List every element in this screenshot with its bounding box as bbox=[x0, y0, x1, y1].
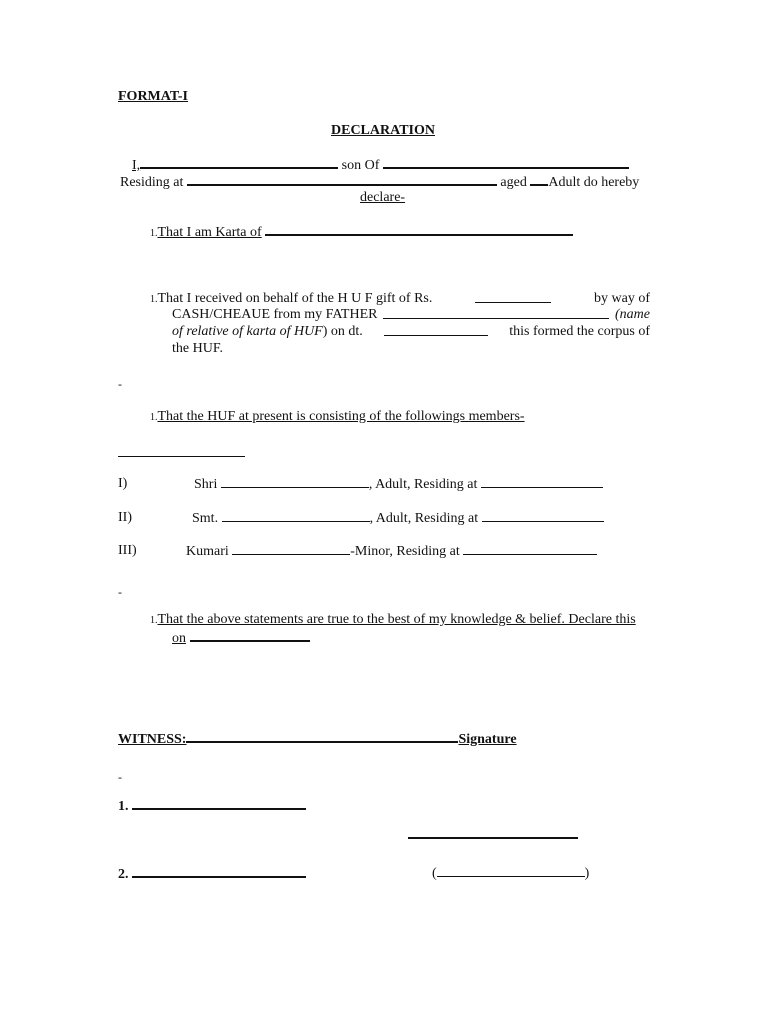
member-row-3-body bbox=[186, 542, 597, 560]
member-residence-blank[interactable] bbox=[482, 509, 604, 522]
gift-text-1: I received on behalf of the H U F gift of Rs. bbox=[186, 291, 433, 306]
paren-open: ( bbox=[432, 866, 437, 881]
gift-text-2: CASH/CHEAUE from my FATHER bbox=[172, 307, 378, 322]
witness-label: WITNESS: bbox=[118, 732, 187, 747]
gift-corpus: this formed the corpus of bbox=[509, 324, 650, 339]
gift-name-label: (name bbox=[615, 307, 650, 322]
witness-1-blank[interactable] bbox=[132, 796, 306, 810]
residence-blank[interactable] bbox=[187, 172, 497, 186]
declare-text: declare- bbox=[360, 190, 406, 205]
member-roman: II) bbox=[118, 510, 132, 525]
member-name-blank[interactable] bbox=[221, 475, 369, 488]
witness-2 bbox=[118, 864, 306, 883]
signatory-name bbox=[432, 864, 589, 882]
member-title: Kumari bbox=[186, 544, 229, 559]
on-label: on bbox=[172, 631, 186, 646]
witness-row bbox=[118, 729, 517, 748]
member-status: , Adult, Residing at bbox=[368, 477, 478, 492]
gift-by-way-of: by way of bbox=[594, 291, 650, 306]
intro-i: I, bbox=[132, 158, 141, 173]
dash-mark: - bbox=[118, 585, 122, 599]
member-row-3 bbox=[118, 542, 137, 559]
member-row-1-body bbox=[194, 475, 603, 493]
gift-on-dt: ) on dt. bbox=[322, 324, 363, 339]
signature-line[interactable] bbox=[408, 837, 578, 839]
gift-that: That bbox=[157, 291, 184, 306]
item-number: 1. bbox=[150, 294, 158, 305]
item-karta bbox=[150, 222, 573, 242]
declaration-title: DECLARATION bbox=[331, 123, 435, 138]
date-blank[interactable] bbox=[384, 323, 488, 336]
dash-mark: - bbox=[118, 770, 122, 784]
age-blank[interactable] bbox=[530, 172, 548, 186]
item-true-statements bbox=[150, 611, 636, 629]
member-name-blank[interactable] bbox=[232, 542, 350, 555]
declare-date-blank[interactable] bbox=[190, 628, 310, 642]
dash-mark: - bbox=[118, 377, 122, 391]
true-label: That the above statements are true to the best of my knowledge & belief. Declare this bbox=[157, 612, 636, 627]
witness-2-blank[interactable] bbox=[132, 864, 306, 878]
paren-close: ) bbox=[584, 866, 590, 881]
true-line-2 bbox=[172, 628, 310, 647]
member-status: -Minor, Residing at bbox=[350, 544, 460, 559]
members-label: That the HUF at present is consisting of the followings members- bbox=[157, 409, 525, 424]
father-name-blank[interactable] bbox=[383, 155, 629, 169]
separator-line bbox=[118, 456, 245, 457]
witness-2-number: 2. bbox=[118, 867, 129, 882]
adult-declare-label: Adult do hereby bbox=[548, 175, 640, 190]
residing-at-label: Residing at bbox=[120, 175, 184, 190]
gift-amount-blank[interactable] bbox=[475, 290, 551, 303]
witness-1-number: 1. bbox=[118, 799, 129, 814]
gift-line-2 bbox=[172, 306, 650, 323]
karta-blank[interactable] bbox=[265, 222, 573, 236]
member-roman: I) bbox=[118, 476, 128, 491]
member-row-1 bbox=[118, 475, 127, 492]
member-name-blank[interactable] bbox=[222, 509, 370, 522]
member-residence-blank[interactable] bbox=[463, 542, 597, 555]
gift-line-3 bbox=[172, 323, 650, 340]
member-residence-blank[interactable] bbox=[481, 475, 603, 488]
karta-label: That I am Karta of bbox=[157, 225, 262, 240]
son-of-label: son Of bbox=[341, 158, 380, 173]
aged-label: aged bbox=[500, 175, 527, 190]
format-title: FORMAT-I bbox=[118, 89, 188, 104]
name-blank[interactable] bbox=[140, 155, 338, 169]
item-number: 1. bbox=[150, 228, 158, 239]
item-number: 1. bbox=[150, 615, 158, 626]
member-title: Shri bbox=[194, 477, 218, 492]
member-roman: III) bbox=[118, 543, 137, 558]
member-row-2-body bbox=[192, 509, 604, 527]
member-row-2 bbox=[118, 509, 132, 526]
member-title: Smt. bbox=[192, 511, 219, 526]
member-status: , Adult, Residing at bbox=[369, 511, 479, 526]
gift-italic: of relative of karta of HUF bbox=[172, 324, 323, 339]
witness-1 bbox=[118, 796, 306, 815]
item-number: 1. bbox=[150, 412, 158, 423]
item-members bbox=[150, 408, 525, 426]
father-blank[interactable] bbox=[383, 306, 609, 319]
witness-line[interactable] bbox=[186, 729, 458, 743]
signatory-name-blank[interactable] bbox=[437, 864, 585, 877]
gift-line-4: the HUF. bbox=[172, 341, 223, 356]
signature-label: Signature bbox=[458, 732, 517, 747]
